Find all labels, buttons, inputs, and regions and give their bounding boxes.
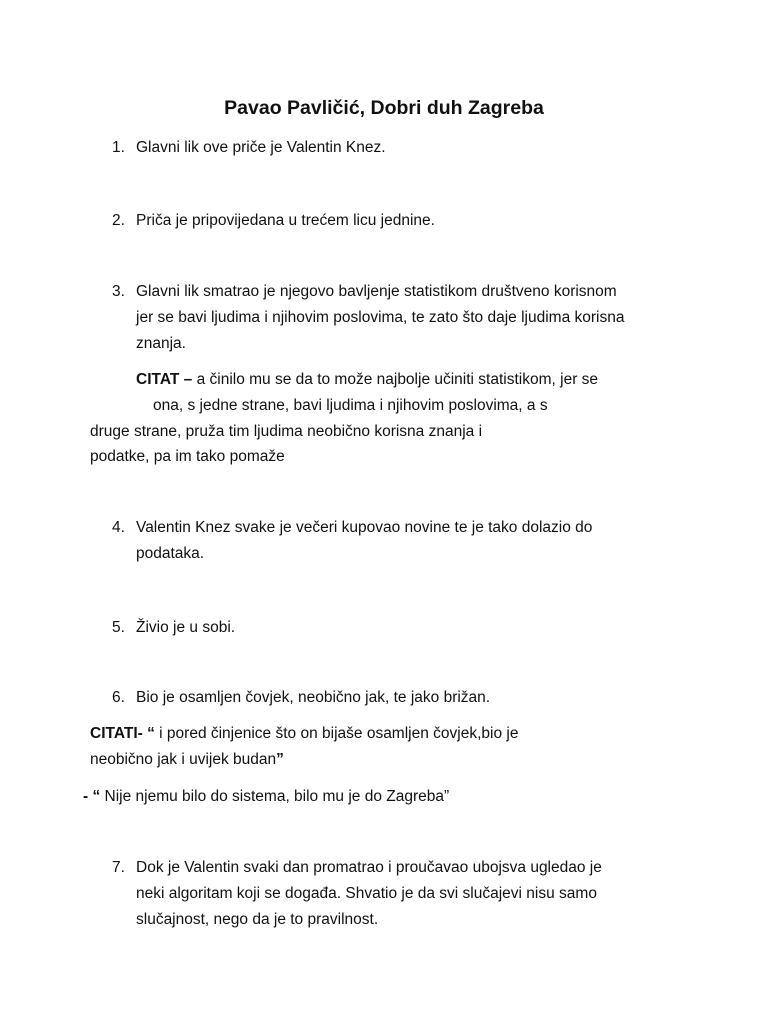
- citati-text: i pored činjenice što on bijaše osamljen čovjek,bio je: [154, 725, 519, 742]
- document-title: Pavao Pavličić, Dobri duh Zagreba: [224, 97, 544, 119]
- text-line: Dok je Valentin svaki dan promatrao i proučavao ubojsva ugledao je: [136, 859, 602, 876]
- list-item-text: [136, 855, 692, 933]
- list-item-3: [112, 279, 712, 357]
- list-number: 1.: [112, 139, 125, 156]
- quote2-label: - “: [83, 788, 101, 805]
- list-item-2: [112, 208, 692, 234]
- citat-text: a činilo mu se da to može najbolje učiniti statistikom, jer se: [192, 371, 599, 388]
- list-item-5: [112, 615, 692, 641]
- text-line: jer se bavi ljudima i njihovim poslovima, te zato što daje ljudima korisna: [136, 309, 625, 326]
- list-item-text: Glavni lik ove priče je Valentin Knez.: [136, 139, 386, 156]
- list-number: 5.: [112, 619, 125, 636]
- text-line: slučajnost, nego da je to pravilnost.: [136, 911, 379, 928]
- quote-close: ”: [276, 751, 284, 768]
- list-number: 7.: [112, 859, 125, 876]
- citat-line-4: podatke, pa im tako pomaže: [90, 448, 285, 465]
- list-item-text: [136, 515, 692, 567]
- list-item-text: [136, 279, 712, 357]
- citat-line-3: druge strane, pruža tim ljudima neobično korisna znanja i: [90, 423, 483, 440]
- citati-text: neobično jak i uvijek budan: [90, 751, 277, 768]
- text-line: neki algoritam koji se događa. Shvatio je da svi slučajevi nisu samo: [136, 885, 597, 902]
- quote2-text: Nije njemu bilo do sistema, bilo mu je do Zagreba”: [100, 788, 450, 805]
- citati-line-2: [90, 747, 284, 773]
- text-line: Glavni lik smatrao je njegovo bavljenje statistikom društveno korisnom: [136, 283, 617, 300]
- list-number: 6.: [112, 689, 125, 706]
- list-number: 4.: [112, 519, 125, 536]
- text-line: Valentin Knez svake je večeri kupovao novine te je tako dolazio do: [136, 519, 593, 536]
- citati-quote-2: [83, 784, 449, 810]
- list-item-7: [112, 855, 692, 933]
- citat-label: CITAT –: [136, 371, 193, 388]
- text-line: znanja.: [136, 335, 186, 352]
- list-item-6: [112, 685, 692, 711]
- list-item-text: Priča je pripovijedana u trećem licu jednine.: [136, 212, 435, 229]
- list-item-4: [112, 515, 692, 567]
- citati-line-1: [90, 721, 518, 747]
- citat-line-1: [136, 367, 598, 393]
- list-number: 2.: [112, 212, 125, 229]
- list-item-text: Živio je u sobi.: [136, 619, 236, 636]
- list-item-text: Bio je osamljen čovjek, neobično jak, te jako brižan.: [136, 689, 491, 706]
- list-number: 3.: [112, 283, 125, 300]
- list-item-1: [112, 135, 692, 161]
- citat-line-2: ona, s jedne strane, bavi ljudima i njihovim poslovima, a s: [153, 397, 548, 414]
- text-line: podataka.: [136, 545, 205, 562]
- citati-label: CITATI- “: [90, 725, 155, 742]
